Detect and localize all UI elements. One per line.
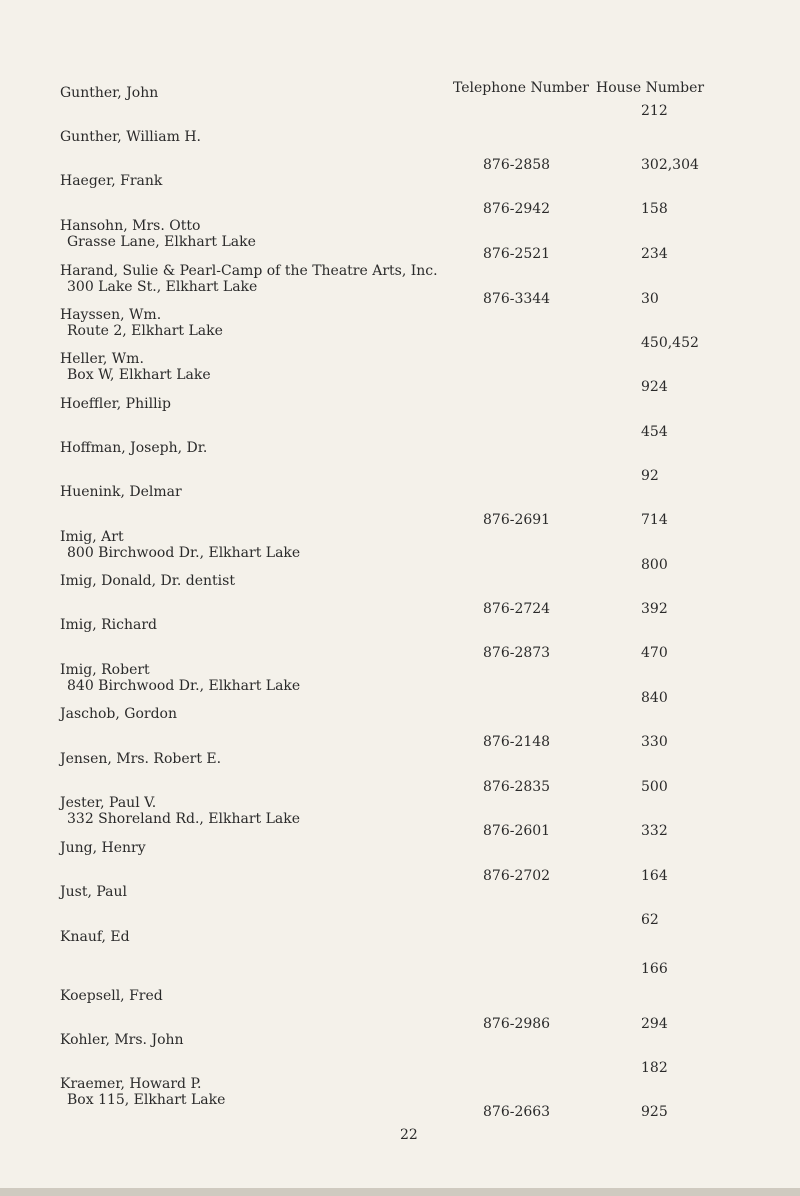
entry-house-number: 212 xyxy=(641,103,668,119)
directory-entry xyxy=(0,706,800,750)
entry-phone: 876-2873 xyxy=(483,645,551,661)
entry-address: 332 Shoreland Rd., Elkhart Lake xyxy=(67,811,301,827)
page-number: 22 xyxy=(400,1127,418,1143)
entry-house-number: 30 xyxy=(641,291,659,307)
entry-address: 300 Lake St., Elkhart Lake xyxy=(67,279,258,295)
entry-name: Jung, Henry xyxy=(60,840,146,856)
entry-address: 800 Birchwood Dr., Elkhart Lake xyxy=(67,545,301,561)
directory-entry xyxy=(0,218,800,262)
directory-entry xyxy=(0,529,800,573)
entry-house-number: 158 xyxy=(641,201,668,217)
entry-name: Haeger, Frank xyxy=(60,173,163,189)
entry-name: Hoffman, Joseph, Dr. xyxy=(60,440,208,456)
entry-house-number: 182 xyxy=(641,1060,668,1076)
directory-entry xyxy=(0,351,800,395)
entry-house-number: 454 xyxy=(641,424,668,440)
entry-address: Route 2, Elkhart Lake xyxy=(67,323,223,339)
entry-phone: 876-2148 xyxy=(483,734,551,750)
entry-name: Gunther, John xyxy=(60,85,159,101)
directory-entry xyxy=(0,795,800,839)
entry-house-number: 234 xyxy=(641,246,668,262)
entry-phone: 876-2521 xyxy=(483,246,551,262)
entry-name: Imig, Art xyxy=(60,529,124,545)
directory-entry xyxy=(0,1076,800,1120)
directory-entry xyxy=(0,662,800,706)
entry-name: Jaschob, Gordon xyxy=(60,706,178,722)
entry-name: Heller, Wm. xyxy=(60,351,144,367)
entry-address: 840 Birchwood Dr., Elkhart Lake xyxy=(67,678,301,694)
entry-name: Jensen, Mrs. Robert E. xyxy=(60,751,222,767)
directory-entry xyxy=(0,573,800,617)
entry-name: Harand, Sulie & Pearl-Camp of the Theatre Arts, Inc. xyxy=(60,263,438,279)
entry-house-number: 840 xyxy=(641,690,668,706)
directory-entry xyxy=(0,173,800,217)
entry-name: Just, Paul xyxy=(60,884,127,900)
entry-phone: 876-3344 xyxy=(483,291,551,307)
entry-house-number: 166 xyxy=(641,961,668,977)
directory-entry xyxy=(0,929,800,984)
directory-entry xyxy=(0,1032,800,1076)
telephone-column-header: Telephone Number xyxy=(453,80,589,96)
directory-entry xyxy=(0,129,800,173)
entry-house-number: 500 xyxy=(641,779,668,795)
directory-entry xyxy=(0,307,800,351)
entry-house-number: 800 xyxy=(641,557,668,573)
entry-name: Hansohn, Mrs. Otto xyxy=(60,218,201,234)
entry-address: Box W, Elkhart Lake xyxy=(67,367,211,383)
entry-name: Kohler, Mrs. John xyxy=(60,1032,184,1048)
directory-entry xyxy=(0,85,800,125)
entry-name: Imig, Donald, Dr. dentist xyxy=(60,573,235,589)
entry-house-number: 92 xyxy=(641,468,659,484)
entry-address: Box 115, Elkhart Lake xyxy=(67,1092,226,1108)
directory-entry xyxy=(0,840,800,884)
entry-name: Jester, Paul V. xyxy=(60,795,157,811)
entry-house-number: 450,452 xyxy=(641,335,699,351)
directory-entry xyxy=(0,617,800,661)
entry-phone: 876-2663 xyxy=(483,1104,551,1120)
entry-name: Hayssen, Wm. xyxy=(60,307,162,323)
entry-house-number: 330 xyxy=(641,734,668,750)
directory-entry xyxy=(0,751,800,795)
entry-phone: 876-2835 xyxy=(483,779,551,795)
entry-phone: 876-2691 xyxy=(483,512,551,528)
directory-entry xyxy=(0,440,800,484)
entry-name: Koepsell, Fred xyxy=(60,988,163,1004)
entry-house-number: 714 xyxy=(641,512,668,528)
entry-phone: 876-2601 xyxy=(483,823,551,839)
entry-name: Gunther, William H. xyxy=(60,129,201,145)
entry-name: Imig, Richard xyxy=(60,617,158,633)
entry-address: Grasse Lane, Elkhart Lake xyxy=(67,234,256,250)
entry-phone: 876-2724 xyxy=(483,601,551,617)
entry-phone: 876-2986 xyxy=(483,1016,551,1032)
entry-house-number: 62 xyxy=(641,912,659,928)
entry-name: Huenink, Delmar xyxy=(60,484,182,500)
entry-name: Hoeffler, Phillip xyxy=(60,396,171,412)
entry-house-number: 302,304 xyxy=(641,157,699,173)
entry-name: Knauf, Ed xyxy=(60,929,130,945)
directory-entry xyxy=(0,988,800,1032)
house-column-header: House Number xyxy=(596,80,705,96)
entry-phone: 876-2702 xyxy=(483,868,551,884)
entry-house-number: 392 xyxy=(641,601,668,617)
directory-entry xyxy=(0,396,800,440)
directory-entry xyxy=(0,263,800,307)
directory-entry xyxy=(0,884,800,928)
entry-house-number: 164 xyxy=(641,868,668,884)
directory-entry xyxy=(0,484,800,528)
entry-house-number: 470 xyxy=(641,645,668,661)
entry-phone: 876-2858 xyxy=(483,157,551,173)
entry-house-number: 294 xyxy=(641,1016,668,1032)
entry-house-number: 332 xyxy=(641,823,668,839)
entry-name: Imig, Robert xyxy=(60,662,150,678)
entry-house-number: 924 xyxy=(641,379,668,395)
scan-bottom-edge xyxy=(0,1188,800,1196)
entry-house-number: 925 xyxy=(641,1104,668,1120)
entry-name: Kraemer, Howard P. xyxy=(60,1076,202,1092)
entry-phone: 876-2942 xyxy=(483,201,551,217)
